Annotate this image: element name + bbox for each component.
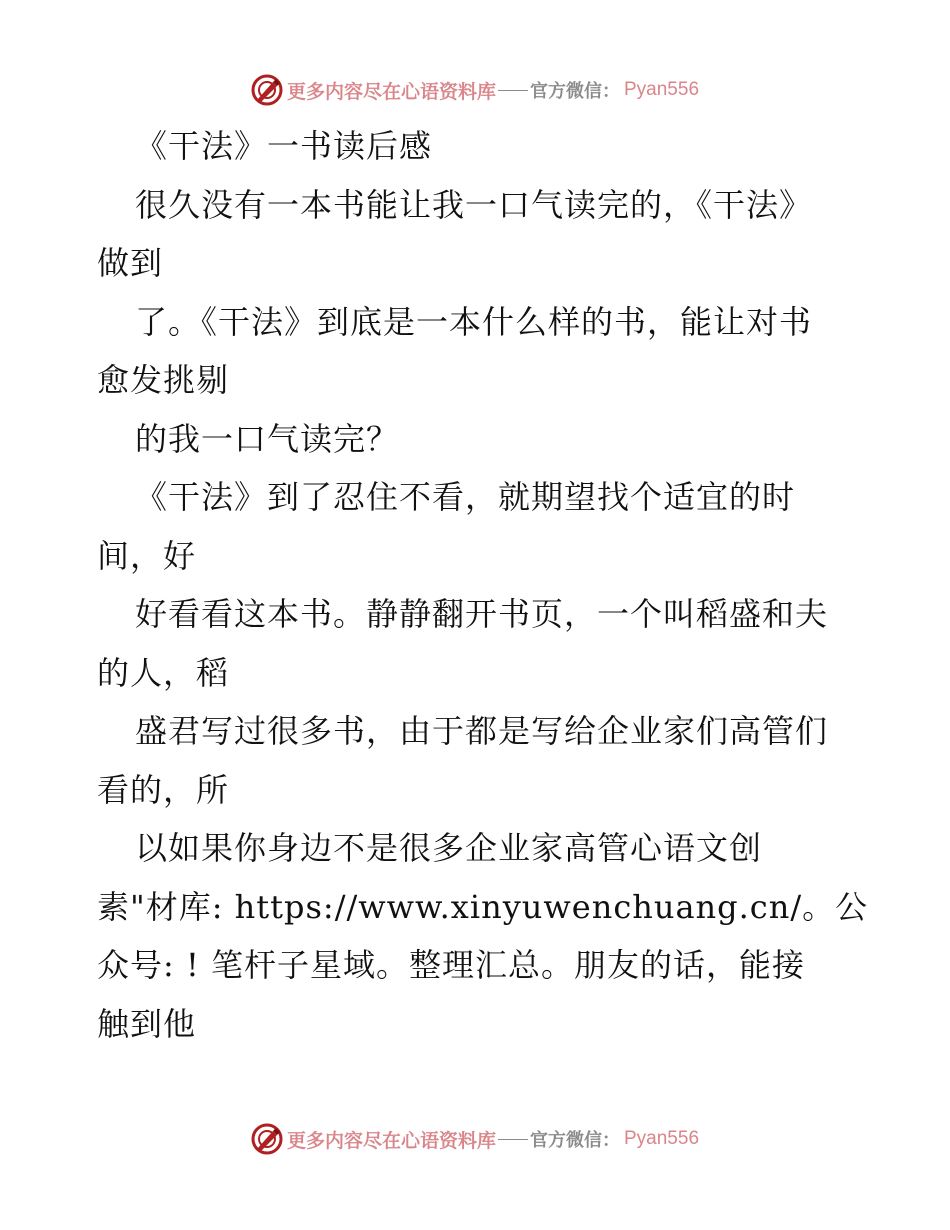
text-line: 很久没有一本书能让我一口气读完的，《干法》 xyxy=(135,185,813,224)
banner-wechat-handle: Pyan556 xyxy=(624,1128,700,1149)
footer-banner xyxy=(0,1119,950,1159)
text-line: 的人，稻 xyxy=(97,653,230,692)
text-line: 盛君写过很多书，由于都是写给企业家们高管们 xyxy=(135,712,829,750)
text-line: 素"材库: https://www.xinyuwenchuang.cn/。公 xyxy=(97,887,869,926)
text-line: 的我一口气读完？ xyxy=(135,419,400,458)
banner-wechat-label: 官方微信： xyxy=(530,1130,620,1151)
text-line: 间，好 xyxy=(97,536,197,575)
text-line: 了。《干法》到底是一本什么样的书，能让对书 xyxy=(135,302,813,341)
text-line: 愈发挑剔 xyxy=(97,361,230,399)
header-banner xyxy=(0,70,950,110)
text-line: 《干法》一书读后感 xyxy=(135,127,433,165)
pen-logo-icon xyxy=(251,1123,283,1155)
text-line: 做到 xyxy=(97,244,164,282)
text-line: 《干法》到了忍住不看，就期望找个适宜的时 xyxy=(135,478,796,516)
text-line: 触到他 xyxy=(97,1004,197,1043)
banner-wechat-label: 官方微信： xyxy=(530,81,620,102)
banner-divider xyxy=(498,90,528,91)
banner-divider xyxy=(498,1139,528,1140)
document-body xyxy=(97,117,869,1053)
banner-title: 更多内容尽在心语资料库 xyxy=(286,1129,496,1152)
text-line: 以如果你身边不是很多企业家高管心语文创 xyxy=(135,829,763,867)
pen-logo-icon xyxy=(251,74,283,106)
text-line: 好看看这本书。静静翻开书页，一个叫稻盛和夫 xyxy=(135,595,829,633)
banner-wechat-handle: Pyan556 xyxy=(624,79,700,100)
banner-title: 更多内容尽在心语资料库 xyxy=(286,80,496,103)
text-line: 看的，所 xyxy=(97,770,230,809)
text-line: 众号: ! 笔杆子星域。整理汇总。朋友的话，能接 xyxy=(97,946,805,984)
